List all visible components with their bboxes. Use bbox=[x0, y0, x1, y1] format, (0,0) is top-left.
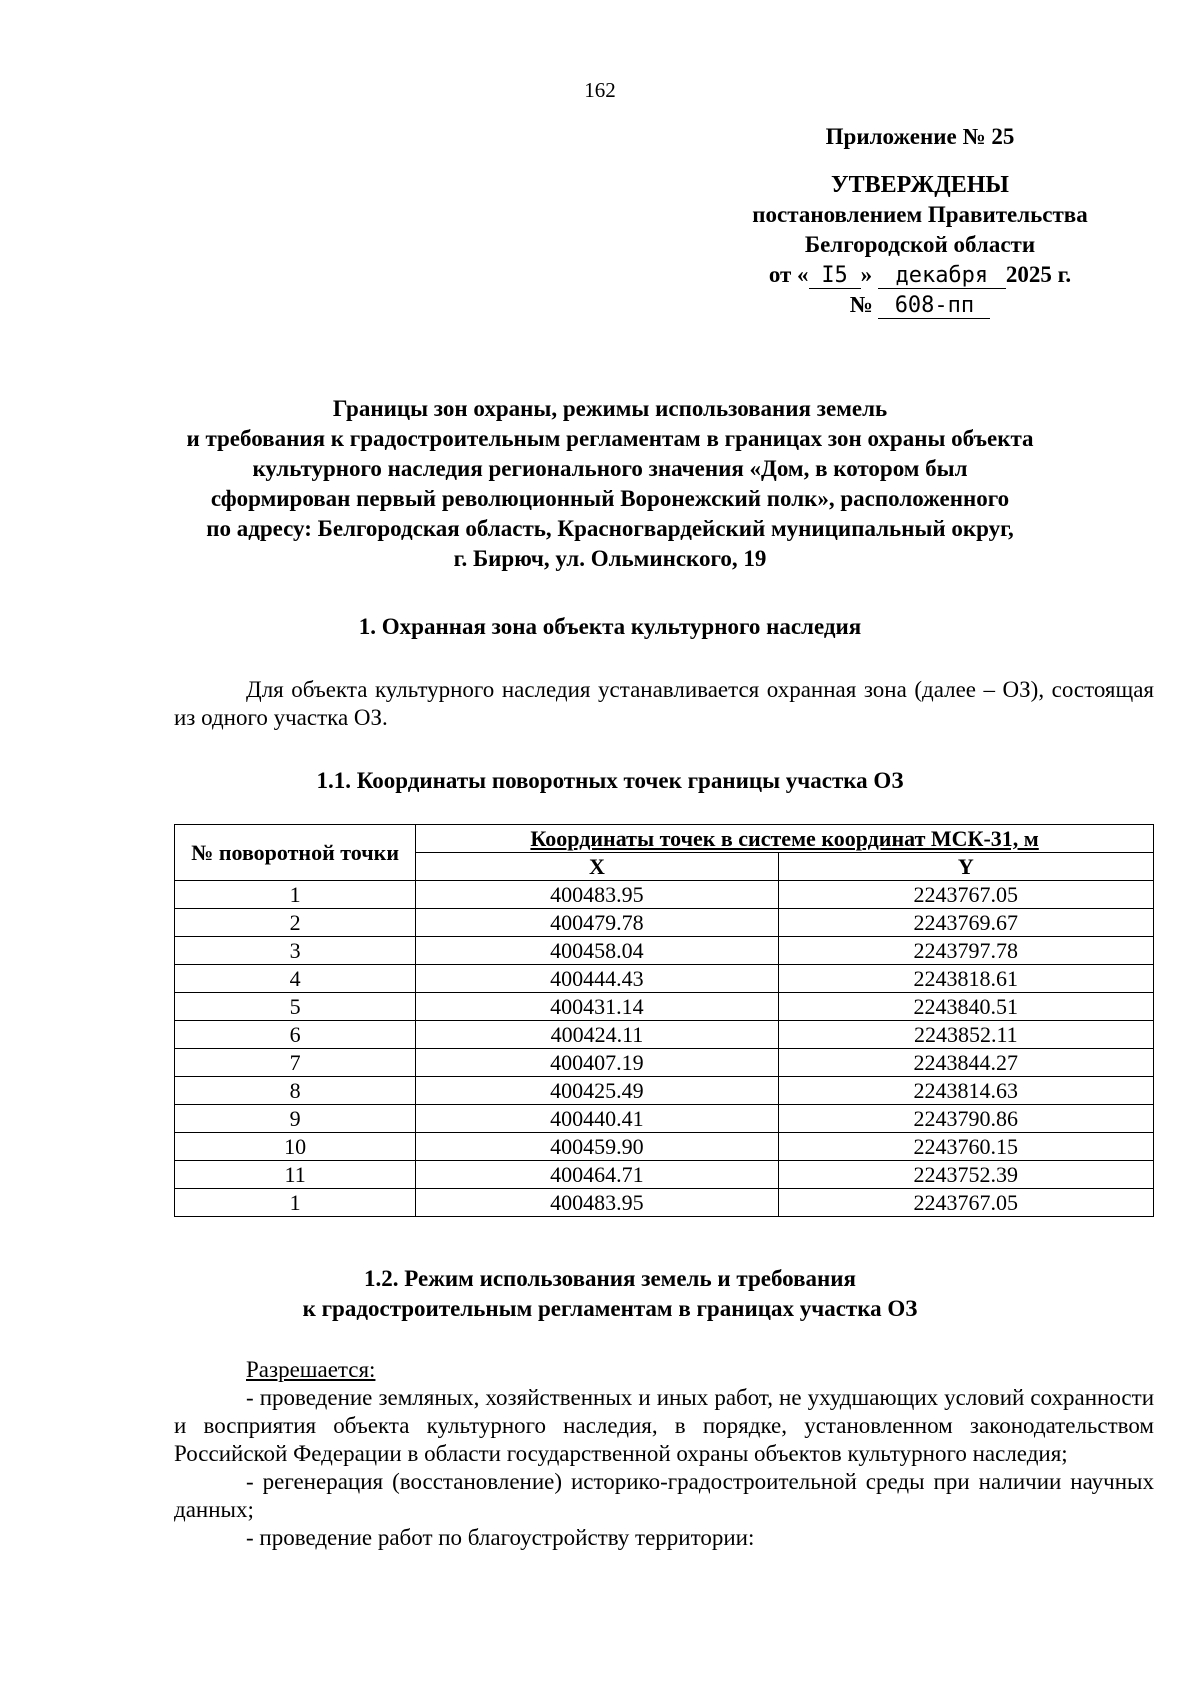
table-row bbox=[175, 1049, 1154, 1077]
allowed-section bbox=[174, 1356, 1154, 1552]
table-row bbox=[175, 1161, 1154, 1189]
date-month: декабря bbox=[878, 264, 1006, 289]
cell-y: 2243852.11 bbox=[778, 1021, 1153, 1049]
allowed-item-text: - проведение работ по благоустройству территории: bbox=[246, 1525, 755, 1550]
cell-x: 400407.19 bbox=[416, 1049, 778, 1077]
header-coordinates-text: Координаты точек в системе координат МСК-31, м bbox=[530, 826, 1039, 851]
allowed-item bbox=[174, 1524, 1154, 1552]
allowed-item-text: - регенерация (восстановление) историко-градостроительной среды при наличии научных данных; bbox=[174, 1469, 1154, 1522]
cell-y: 2243840.51 bbox=[778, 993, 1153, 1021]
title-line: культурного наследия регионального значения «Дом, в котором был bbox=[252, 456, 968, 481]
table-row bbox=[175, 965, 1154, 993]
table-row bbox=[175, 1133, 1154, 1161]
appendix-header bbox=[690, 122, 1150, 320]
header-y: Y bbox=[778, 853, 1153, 881]
title-line: сформирован первый революционный Воронежский полк», расположенного bbox=[210, 486, 1010, 511]
document-title bbox=[140, 394, 1080, 574]
title-line: по адресу: Белгородская область, Красногвардейский муниципальный округ, bbox=[206, 516, 1014, 541]
section-1-2-heading-line1: 1.2. Режим использования земель и требования bbox=[364, 1266, 856, 1291]
approved-by-line2: Белгородской области bbox=[804, 232, 1036, 257]
table-row bbox=[175, 993, 1154, 1021]
cell-x: 400458.04 bbox=[416, 937, 778, 965]
cell-y: 2243844.27 bbox=[778, 1049, 1153, 1077]
section-1-intro-text: Для объекта культурного наследия устанавливается охранная зона (далее – ОЗ), состоящая из одного участка ОЗ. bbox=[174, 677, 1154, 730]
cell-x: 400459.90 bbox=[416, 1133, 778, 1161]
table-row bbox=[175, 937, 1154, 965]
cell-point: 8 bbox=[175, 1077, 416, 1105]
section-1-heading: 1. Охранная зона объекта культурного наследия bbox=[358, 614, 862, 639]
cell-y: 2243752.39 bbox=[778, 1161, 1153, 1189]
appendix-title: Приложение № 25 bbox=[825, 124, 1015, 149]
date-day: I5 bbox=[809, 264, 861, 289]
cell-point: 6 bbox=[175, 1021, 416, 1049]
allowed-item-text: - проведение земляных, хозяйственных и иных работ, не ухудшающих условий сохранности и восприятия объекта культурного наследия, в порядке, установленном законодательством Российской Федерации в области государственной охраны объектов культурного наследия; bbox=[174, 1385, 1154, 1466]
header-coordinates bbox=[416, 825, 1154, 853]
cell-point: 9 bbox=[175, 1105, 416, 1133]
table-row bbox=[175, 1105, 1154, 1133]
cell-x: 400440.41 bbox=[416, 1105, 778, 1133]
cell-x: 400464.71 bbox=[416, 1161, 778, 1189]
cell-x: 400483.95 bbox=[416, 881, 778, 909]
table-row bbox=[175, 1189, 1154, 1217]
approved-by-line1: постановлением Правительства bbox=[752, 202, 1088, 227]
allowed-item bbox=[174, 1468, 1154, 1524]
cell-y: 2243769.67 bbox=[778, 909, 1153, 937]
header-x: X bbox=[416, 853, 778, 881]
cell-y: 2243767.05 bbox=[778, 881, 1153, 909]
cell-point: 11 bbox=[175, 1161, 416, 1189]
number-prefix: № bbox=[849, 292, 873, 317]
cell-y: 2243797.78 bbox=[778, 937, 1153, 965]
cell-x: 400444.43 bbox=[416, 965, 778, 993]
cell-x: 400479.78 bbox=[416, 909, 778, 937]
approval-number bbox=[690, 290, 1150, 320]
table-row bbox=[175, 1077, 1154, 1105]
allowed-label-wrap bbox=[174, 1356, 1154, 1384]
cell-y: 2243767.05 bbox=[778, 1189, 1153, 1217]
page-number: 162 bbox=[584, 78, 616, 102]
cell-y: 2243760.15 bbox=[778, 1133, 1153, 1161]
date-prefix: от « bbox=[768, 262, 809, 287]
date-mid: » bbox=[860, 262, 873, 287]
cell-x: 400424.11 bbox=[416, 1021, 778, 1049]
number-value: 608-пп bbox=[878, 294, 990, 319]
coordinates-table bbox=[174, 824, 1154, 1217]
title-line: и требования к градостроительным регламентам в границах зон охраны объекта bbox=[186, 426, 1034, 451]
cell-point: 2 bbox=[175, 909, 416, 937]
section-1-1-heading: 1.1. Координаты поворотных точек границы участка ОЗ bbox=[316, 768, 904, 793]
approved-label: УТВЕРЖДЕНЫ bbox=[831, 172, 1009, 198]
approval-date bbox=[690, 260, 1150, 290]
cell-point: 3 bbox=[175, 937, 416, 965]
title-line: г. Бирюч, ул. Ольминского, 19 bbox=[453, 546, 767, 571]
section-1-2-heading-line2: к градостроительным регламентам в границах участка ОЗ bbox=[302, 1296, 918, 1321]
cell-y: 2243818.61 bbox=[778, 965, 1153, 993]
cell-y: 2243790.86 bbox=[778, 1105, 1153, 1133]
table-row bbox=[175, 1021, 1154, 1049]
cell-y: 2243814.63 bbox=[778, 1077, 1153, 1105]
title-line: Границы зон охраны, режимы использования земель bbox=[332, 396, 888, 421]
header-point-number: № поворотной точки bbox=[175, 825, 416, 881]
allowed-item bbox=[174, 1384, 1154, 1468]
section-1-2-heading bbox=[140, 1264, 1080, 1324]
table-row bbox=[175, 909, 1154, 937]
cell-point: 1 bbox=[175, 881, 416, 909]
cell-point: 5 bbox=[175, 993, 416, 1021]
cell-point: 4 bbox=[175, 965, 416, 993]
allowed-label: Разрешается: bbox=[246, 1357, 376, 1382]
cell-point: 1 bbox=[175, 1189, 416, 1217]
cell-point: 7 bbox=[175, 1049, 416, 1077]
table-row bbox=[175, 881, 1154, 909]
cell-x: 400425.49 bbox=[416, 1077, 778, 1105]
cell-point: 10 bbox=[175, 1133, 416, 1161]
cell-x: 400483.95 bbox=[416, 1189, 778, 1217]
cell-x: 400431.14 bbox=[416, 993, 778, 1021]
date-year: 2025 г. bbox=[1005, 262, 1072, 287]
section-1-intro bbox=[174, 676, 1154, 732]
